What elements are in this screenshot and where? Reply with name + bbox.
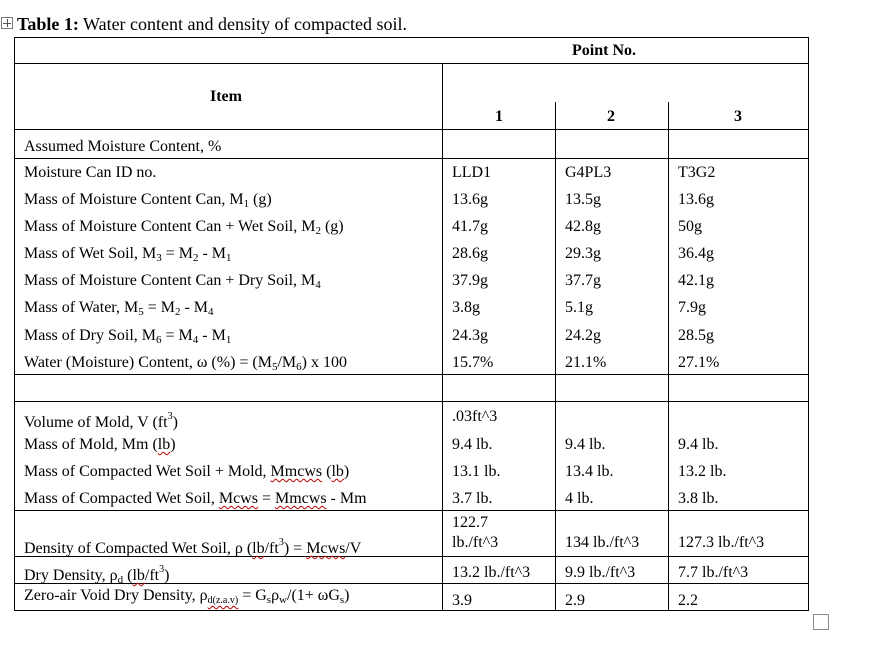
m4-value-1: 37.9g <box>452 272 488 289</box>
water-content-1: 15.7% <box>452 354 494 371</box>
row-label-m3: Mass of Wet Soil, $M_3 = M_2 - M_1$ <box>24 245 232 264</box>
can-id-2: G4PL3 <box>565 164 612 181</box>
wet-density-3: 127.3 lb./ft^3 <box>678 534 765 551</box>
point-2-header: 2 <box>607 108 615 125</box>
table-caption <box>17 14 407 35</box>
dry-density-2: 9.9 lb./ft^3 <box>565 564 636 581</box>
point-1-header: 1 <box>495 108 503 125</box>
water-content-3: 27.1% <box>678 354 720 371</box>
row-label-mass-mold: Mass of Mold, Mm (lb) <box>24 436 176 453</box>
row-label-m2: Mass of Moisture Content Can + Wet Soil, $M_2$ (g) <box>24 218 344 237</box>
m4-value-2: 37.7g <box>565 272 601 289</box>
m6-value-1: 24.3g <box>452 327 488 344</box>
mass-mcws-3: 13.2 lb. <box>678 463 727 480</box>
mass-cws-1: 3.7 lb. <box>452 490 493 507</box>
row-label-mass-mcws: Mass of Compacted Wet Soil + Mold, Mmcws (lb) <box>24 463 350 480</box>
m3-value-3: 36.4g <box>678 245 714 262</box>
row-label-mass-cws: Mass of Compacted Wet Soil, Mcws = Mmcws - Mm <box>24 490 367 507</box>
mass-mold-2: 9.4 lb. <box>565 436 606 453</box>
row-label-dry-density: Dry Density, $\rho_d$ $(lb/ft^3)$ <box>24 564 170 586</box>
mass-mold-1: 9.4 lb. <box>452 436 493 453</box>
row-label-assumed-moisture: Assumed Moisture Content, % <box>24 138 222 155</box>
m4-value-3: 42.1g <box>678 272 714 289</box>
can-id-3: T3G2 <box>678 164 716 181</box>
table-resize-handle[interactable] <box>813 614 829 630</box>
m5-value-3: 7.9g <box>678 299 706 316</box>
row-label-m5: Mass of Water, $M_5 = M_2 - M_4$ <box>24 299 214 318</box>
point-3-header: 3 <box>734 108 742 125</box>
wet-density-1b: lb./ft^3 <box>452 534 499 551</box>
item-header: Item <box>210 88 242 105</box>
zav-value-3: 2.2 <box>678 592 698 609</box>
m6-value-2: 24.2g <box>565 327 601 344</box>
m2-value-1: 41.7g <box>452 218 488 235</box>
volume-value-1: .03ft^3 <box>452 408 498 425</box>
m5-value-1: 3.8g <box>452 299 480 316</box>
wet-density-2: 134 lb./ft^3 <box>565 534 640 551</box>
mass-cws-3: 3.8 lb. <box>678 490 719 507</box>
row-label-water-content: Water (Moisture) Content, ω (%) = $(M_5/M_6)$ x 100 <box>24 354 347 373</box>
m2-value-2: 42.8g <box>565 218 601 235</box>
mass-mcws-1: 13.1 lb. <box>452 463 501 480</box>
caption-label: Table 1: <box>17 14 79 34</box>
point-no-header: Point No. <box>572 42 636 59</box>
row-label-m6: Mass of Dry Soil, $M_6 = M_4 - M_1$ <box>24 327 232 346</box>
water-content-2: 21.1% <box>565 354 607 371</box>
m6-value-3: 28.5g <box>678 327 714 344</box>
m1-value-2: 13.5g <box>565 191 601 208</box>
m1-value-3: 13.6g <box>678 191 714 208</box>
zav-value-2: 2.9 <box>565 592 585 609</box>
m3-value-2: 29.3g <box>565 245 601 262</box>
row-label-m4: Mass of Moisture Content Can + Dry Soil, $M_4$ <box>24 272 321 291</box>
dry-density-1: 13.2 lb./ft^3 <box>452 564 531 581</box>
m3-value-1: 28.6g <box>452 245 488 262</box>
m1-value-1: 13.6g <box>452 191 488 208</box>
row-label-can-id: Moisture Can ID no. <box>24 164 157 181</box>
can-id-1: LLD1 <box>452 164 492 181</box>
row-label-m1: Mass of Moisture Content Can, $M_1$ (g) <box>24 191 272 210</box>
mass-mold-3: 9.4 lb. <box>678 436 719 453</box>
wet-density-1a: 122.7 <box>452 514 488 531</box>
row-label-zav: Zero-air Void Dry Density, $\rho_{d(z.a.v)} = G_s\rho_w/(1+ \omega G_s)$ <box>24 587 350 606</box>
m2-value-3: 50g <box>678 218 702 235</box>
table-move-handle[interactable] <box>1 17 13 29</box>
zav-value-1: 3.9 <box>452 592 472 609</box>
caption-text: Water content and density of compacted soil. <box>78 14 407 34</box>
row-label-volume: Volume of Mold, V $(ft^3)$ <box>24 411 178 431</box>
mass-mcws-2: 13.4 lb. <box>565 463 614 480</box>
row-label-wet-density: Density of Compacted Wet Soil, ρ $(lb/ft^3)$ = Mcws/V <box>24 537 362 557</box>
m5-value-2: 5.1g <box>565 299 593 316</box>
dry-density-3: 7.7 lb./ft^3 <box>678 564 749 581</box>
mass-cws-2: 4 lb. <box>565 490 594 507</box>
